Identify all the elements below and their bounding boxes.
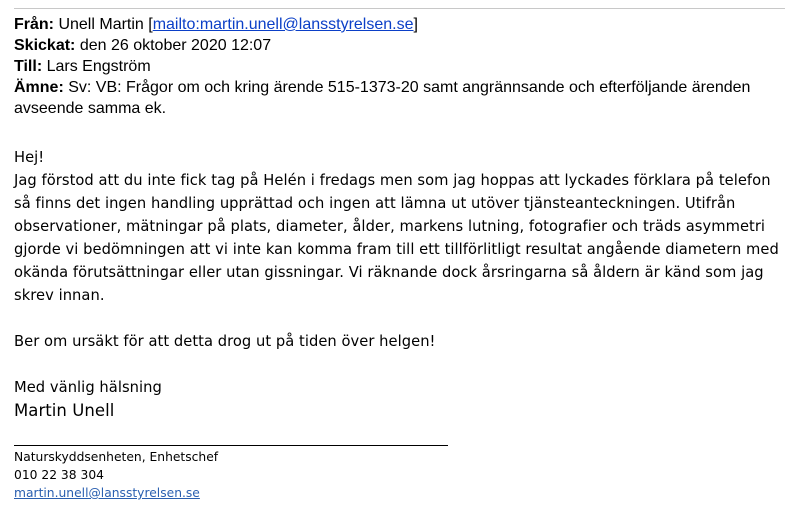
paragraph-spacer — [14, 353, 790, 376]
subject-value: Sv: VB: Frågor om och kring ärende 515-1373-20 samt angrännsande och efterföljande ärenden avseende samma ek. — [14, 79, 751, 117]
signature-title: Naturskyddsenheten, Enhetschef — [14, 450, 219, 464]
subject-label: Ämne: — [14, 79, 64, 96]
from-label: Från: — [14, 16, 54, 33]
email-body — [14, 146, 790, 422]
email-header — [14, 14, 789, 119]
to-label: Till: — [14, 58, 43, 75]
from-name: Unell Martin [ — [58, 16, 153, 33]
from-email-link[interactable]: mailto:martin.unell@lansstyrelsen.se — [152, 16, 414, 33]
signature-name: Martin Unell — [14, 401, 115, 420]
from-line — [14, 14, 789, 35]
header-top-rule — [14, 8, 785, 9]
sent-value: den 26 oktober 2020 12:07 — [79, 37, 272, 54]
paragraph-spacer — [14, 307, 790, 330]
subject-line — [14, 77, 789, 119]
signature-email-link[interactable]: martin.unell@lansstyrelsen.se — [14, 486, 200, 500]
signature-block — [14, 448, 218, 502]
from-close-bracket: ] — [413, 16, 418, 33]
sent-label: Skickat: — [14, 37, 76, 54]
body-paragraph-2: Ber om ursäkt för att detta drog ut på tiden över helgen! — [14, 333, 436, 350]
sent-line — [14, 35, 789, 56]
to-value: Lars Engström — [46, 58, 151, 75]
body-paragraph-1: Jag förstod att du inte fick tag på Helén i fredags men som jag hoppas att lyckades förklara på telefon så finns det ingen handling upprättad och ingen att lämna ut utöver tjänsteanteckningen. Utifrån observationer, mätningar på plats, diameter, ålder, markens lutning, fotografier och träds asymmetri gjorde vi bedömningen att vi inte kan komma fram till ett tillförlitligt resultat angående diametern med okända förutsättningar eller utan gissningar. Vi räknande dock årsringarna så åldern är känd som jag skrev innan. — [14, 172, 779, 304]
to-line — [14, 56, 789, 77]
signature-phone: 010 22 38 304 — [14, 468, 104, 482]
closing: Med vänlig hälsning — [14, 379, 162, 396]
greeting: Hej! — [14, 149, 45, 166]
signature-divider — [14, 445, 448, 446]
